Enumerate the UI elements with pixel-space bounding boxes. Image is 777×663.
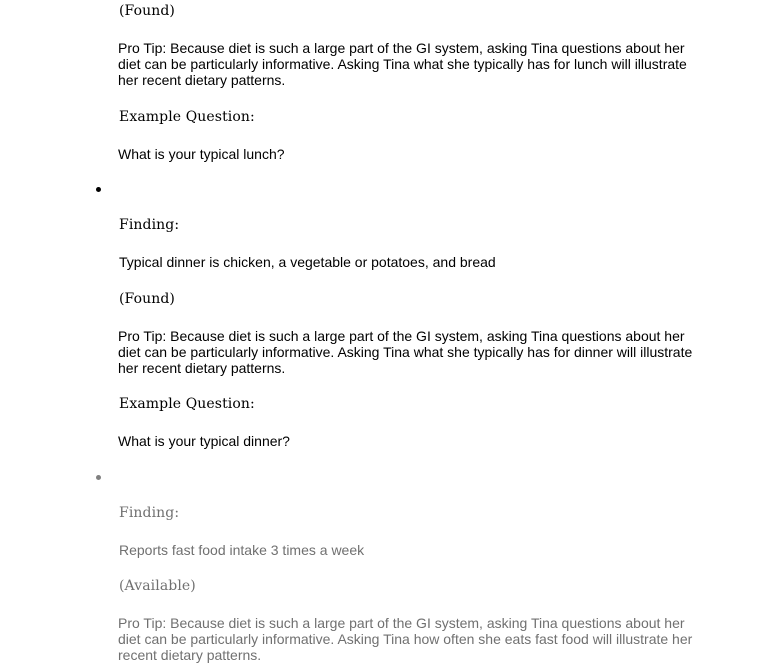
example-question-label: Example Question: bbox=[119, 396, 255, 412]
finding-status: (Found) bbox=[119, 291, 175, 307]
pro-tip: Pro Tip: Because diet is such a large part of the GI system, asking Tina questions about her diet can be particularly informative. Asking Tina what she typically has for lunch will illustrate her recent dietary patterns. bbox=[118, 40, 687, 88]
finding-text: Typical dinner is chicken, a vegetable or potatoes, and bread bbox=[119, 254, 496, 270]
bullet-icon bbox=[96, 475, 101, 480]
finding-text: Reports fast food intake 3 times a week bbox=[119, 542, 365, 558]
bullet-icon bbox=[96, 187, 101, 192]
finding-label: Finding: bbox=[119, 217, 180, 233]
finding-status: (Available) bbox=[119, 578, 196, 594]
example-question: What is your typical lunch? bbox=[118, 146, 285, 162]
finding-label: Finding: bbox=[119, 505, 180, 521]
pro-tip: Pro Tip: Because diet is such a large part of the GI system, asking Tina questions about her diet can be particularly informative. Asking Tina how often she eats fast food will illustrate her recent dietary patterns. bbox=[118, 615, 693, 663]
finding-status: (Found) bbox=[119, 3, 175, 19]
pro-tip: Pro Tip: Because diet is such a large part of the GI system, asking Tina questions about her diet can be particularly informative. Asking Tina what she typically has for dinner will illustrate her recent dietary patterns. bbox=[118, 328, 693, 376]
example-question-label: Example Question: bbox=[119, 109, 255, 125]
example-question: What is your typical dinner? bbox=[118, 433, 290, 449]
